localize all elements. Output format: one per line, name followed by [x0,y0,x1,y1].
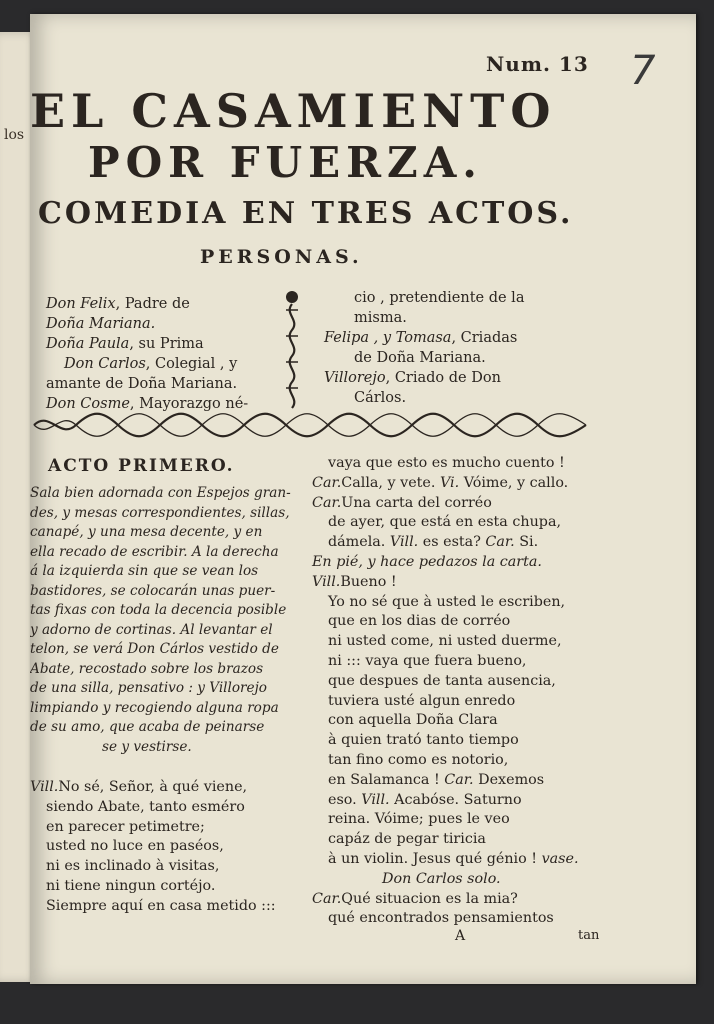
cast-entry [324,308,524,328]
verse-line [30,857,276,877]
stage-direction: vase. [541,850,579,867]
verse-text: ni usted come, ni usted duerme, [328,633,562,650]
verse-text: dámela. [328,534,386,551]
cast-name: Doña Paula [46,336,130,352]
verse-text: Qué situacion es la mia? [341,890,518,907]
verse-text: à un violin. Jesus qué génio ! [328,850,538,867]
verse-text: usted no luce en paséos, [46,838,224,855]
stage-line: bastidores, se colocarán unas puer- [30,582,276,599]
cast-list-right [324,288,524,408]
persons-heading: PERSONAS. [200,246,363,268]
verse-line [312,553,579,573]
verse-line [312,870,579,890]
verse-text: No sé, Señor, à qué viene, [58,779,248,795]
title-line-2: POR FUERZA. [88,138,483,187]
verse-text: Calla, y vete. [341,474,436,491]
speaker: Car. [444,771,474,788]
verse-line [30,798,276,818]
cast-entry [324,328,524,348]
verse-line [312,533,579,553]
cast-name: Felipa , y Tomasa [324,330,452,346]
verse-text: Bueno ! [340,573,397,590]
cast-desc: de Doña Mariana. [354,350,486,366]
verse-line [312,711,579,731]
speaker: Vill. [30,779,59,795]
right-column-verse [312,454,579,929]
verse-text: reina. [328,811,371,828]
cast-name: Villorejo [324,370,386,386]
verse-text: vaya que esto es mucho cuento ! [328,455,565,471]
speaker: Car. [312,890,342,907]
verse-line [312,751,579,771]
verse-text: ni tiene ningun cortéjo. [46,877,216,894]
verse-text: Una carta del corréo [341,494,492,511]
title-line-1: EL CASAMIENTO [30,84,557,138]
speaker: Vi. [439,474,460,491]
verse-text: Vóime, y callo. [463,474,569,491]
stage-line: de una silla, pensativo : y Villorejo [30,680,267,696]
stage-line: Abate, recostado sobre los brazos [30,660,264,677]
stage-line: telon, se verá Don Cárlos vestido de [30,641,279,657]
cast-desc: , Mayorazgo né- [129,396,249,412]
verse-text: à quien trató tanto tiempo [328,732,519,749]
verse-line [312,890,579,910]
verse-line [312,573,579,593]
stage-line: ella recado de escribir. A la derecha [30,543,279,560]
stage-line: des, y mesas correspondientes, sillas, [30,504,290,521]
verse-text: que despues de tanta ausencia, [328,672,556,689]
verse-text: ni es inclinado à visitas, [46,858,220,875]
vertical-ornament-icon [282,290,302,418]
speaker: Vill. [312,573,341,590]
verse-text: tuviera usté algun enredo [328,692,516,709]
stage-directions [30,484,292,757]
cast-entry [324,288,524,308]
cast-desc: , Padre de [115,296,190,312]
cast-desc: , su Prima [129,336,204,352]
verse-line [30,837,276,857]
cast-desc: Cárlos. [354,390,407,406]
speaker: Car. [312,494,342,511]
stage-line: Sala bien adornada con Espejos gran- [30,485,291,501]
stage-direction: En pié, y hace pedazos la carta. [312,553,542,570]
verse-text: qué encontrados pensamientos [328,910,554,927]
catchword: tan [578,928,600,943]
cast-desc: misma. [354,310,407,326]
cast-entry [46,314,248,334]
cast-desc: , Criadas [451,330,518,346]
verse-line [312,692,579,712]
verse-line [312,850,579,870]
cast-name: Don Cosme [46,396,130,412]
cast-desc: , Criado de Don [385,370,501,386]
cast-entry [324,348,524,368]
signature-mark: A [455,928,466,944]
verse-text: ni ::: vaya que fuera bueno, [328,652,527,669]
verse-line [312,652,579,672]
verse-text: Dexemos [478,771,545,788]
verse-line [312,672,579,692]
verse-line [312,810,579,830]
issue-number: Num. 13 [486,52,589,76]
verse-text: es esta? [422,534,481,551]
cast-desc: cio , pretendiente de la [354,290,525,306]
verse-line [30,818,276,838]
horizontal-ornament-icon [30,412,590,438]
verse-line [312,454,579,474]
verse-text: con aquella Doña Clara [328,712,498,729]
cast-desc: , Colegial , y [145,356,238,372]
cast-entry [46,374,248,394]
cast-list-left [46,294,248,414]
verse-line [312,593,579,613]
cast-name: Doña Mariana. [46,316,156,332]
cast-name: Don Carlos [64,356,146,372]
stage-line: se y vestirse. [102,738,192,755]
verse-text: en Salamanca ! [328,771,440,788]
stage-line: de su amo, que acaba de peinarse [30,719,265,735]
verse-line [312,494,579,514]
cast-entry [46,394,248,414]
stage-line: tas fixas con toda la decencia posible [30,602,287,618]
verse-text: Vóime; pues le veo [374,811,510,828]
verse-line [312,731,579,751]
verse-text: Si. [519,534,539,551]
verse-text: que en los dias de corréo [328,613,511,630]
verse-text: siendo Abate, tanto esméro [46,798,245,815]
cast-entry [324,368,524,388]
verse-line [312,771,579,791]
verse-line [30,877,276,897]
speaker: Vill. [361,791,390,808]
verse-text: tan fino como es notorio, [328,751,509,768]
act-heading: ACTO PRIMERO. [48,456,235,476]
verse-text: eso. [328,791,357,808]
verse-line [312,632,579,652]
speaker: Car. [312,474,342,491]
verse-text: capáz de pegar tiricia [328,831,486,848]
stage-line: á la izquierda sin que se vean los [30,563,259,579]
subtitle: COMEDIA EN TRES ACTOS. [38,196,574,231]
verse-line [30,778,276,798]
facing-page-fragment: los [4,127,25,143]
cast-desc: amante de Doña Mariana. [46,376,238,392]
left-column-verse [30,778,276,917]
verse-line [312,909,579,929]
verse-text: Yo no sé que à usted le escriben, [328,593,566,610]
stage-line: y adorno de cortinas. Al levantar el [30,621,273,638]
verse-text: en parecer petimetre; [46,818,205,835]
verse-line [312,513,579,533]
stage-direction: Don Carlos solo. [382,870,501,887]
speaker: Vill. [389,534,419,551]
cast-name: Don Felix [46,296,116,312]
verse-text: de ayer, que está en esta chupa, [328,514,562,531]
verse-line [312,612,579,632]
verse-line [312,474,579,494]
verse-line [312,791,579,811]
stage-line: canapé, y una mesa decente, y en [30,524,263,540]
document-page [30,14,696,984]
cast-entry [46,294,248,314]
verse-line [312,830,579,850]
cast-entry [46,334,248,354]
speaker: Car. [485,534,515,551]
pencil-mark: 7 [630,48,656,94]
verse-line [30,897,276,917]
stage-line: limpiando y recogiendo alguna ropa [30,699,279,716]
verse-text: Acabóse. Saturno [394,791,522,808]
cast-entry [46,354,248,374]
verse-text: Siempre aquí en casa metido ::: [46,897,276,914]
cast-entry [324,388,524,408]
